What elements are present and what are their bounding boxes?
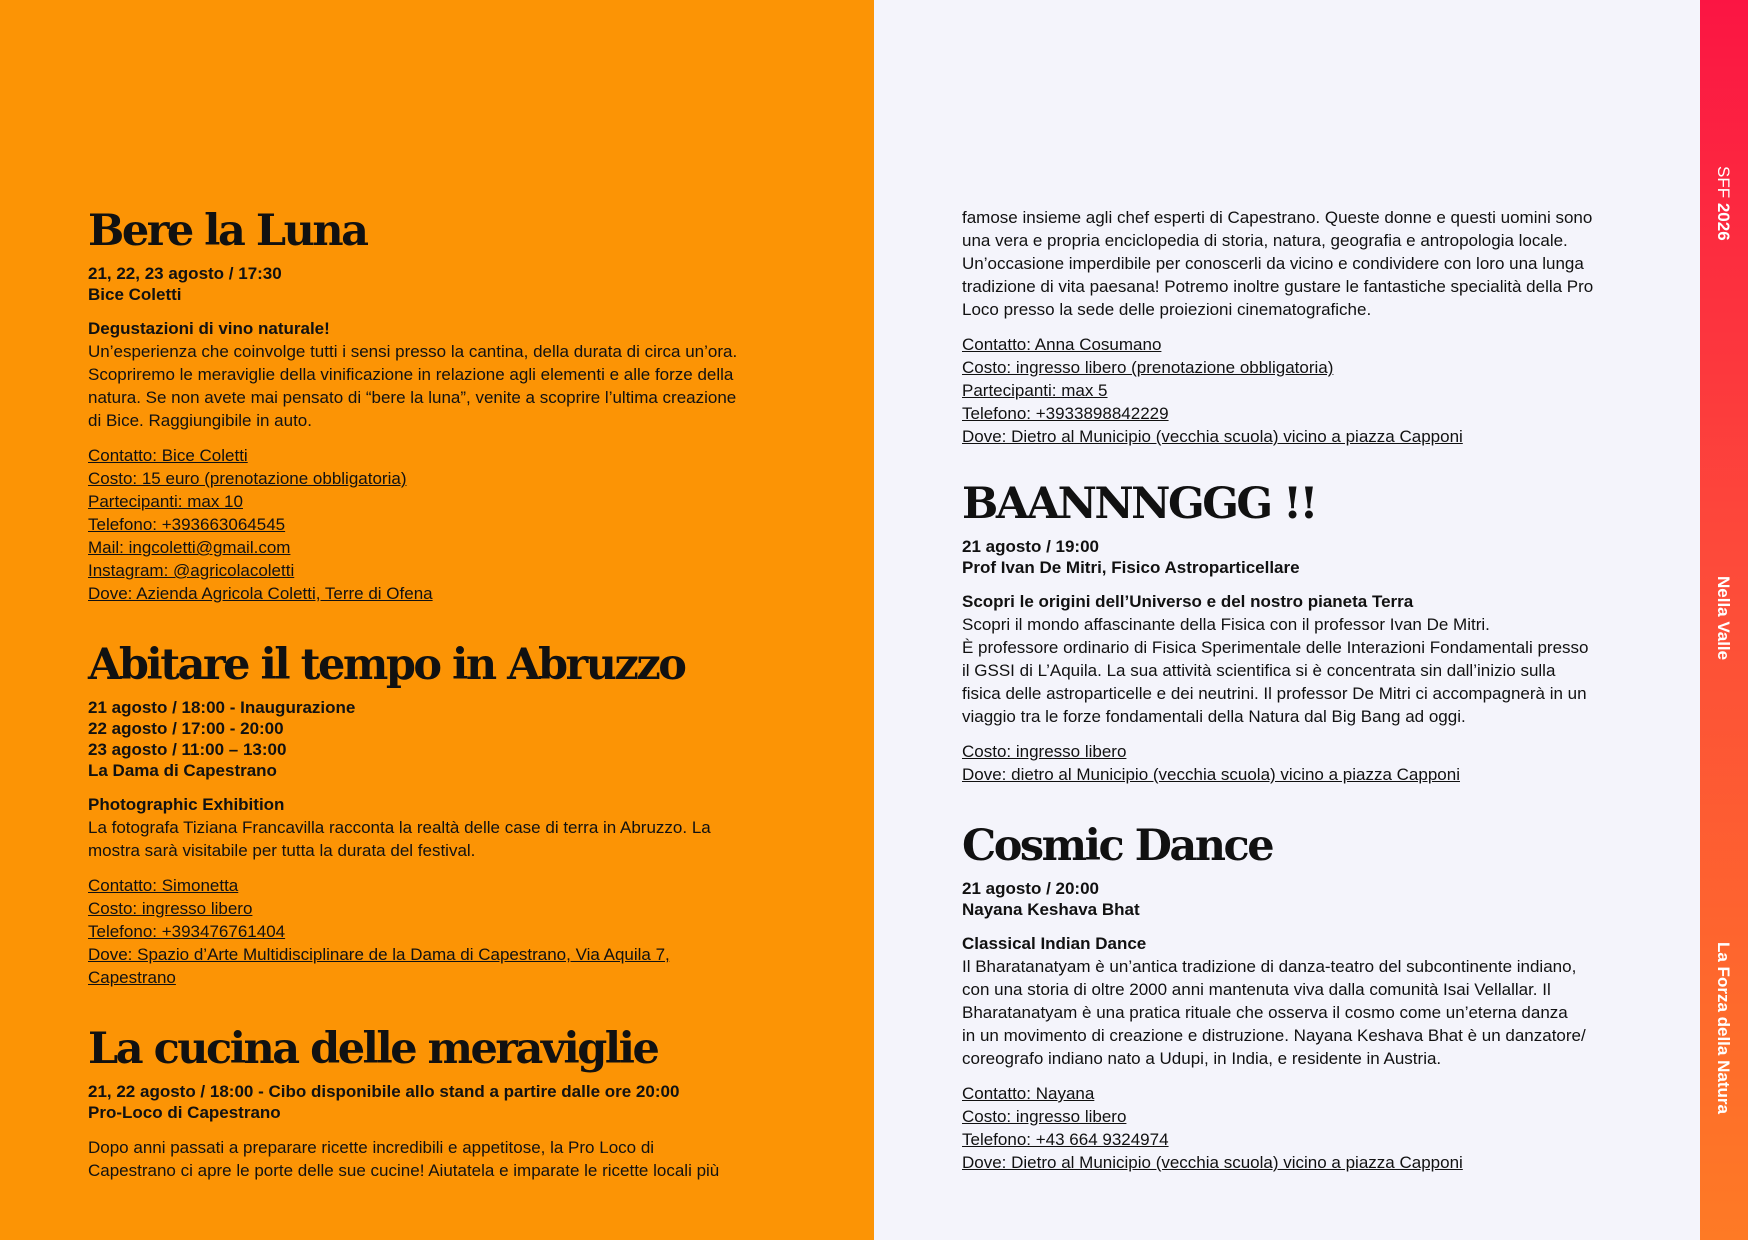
event-description bbox=[88, 1136, 788, 1182]
event-meta bbox=[88, 1081, 788, 1123]
info-link[interactable]: Costo: ingresso libero bbox=[962, 742, 1127, 761]
description-line: Bharatanatyam è una pratica rituale che osserva il cosmo come un’eterna danza bbox=[962, 1003, 1568, 1022]
description-line: fisica delle astroparticelle e dei neutrini. Il professor De Mitri ci accompagnerà in un bbox=[962, 684, 1587, 703]
event-block bbox=[88, 205, 788, 605]
event-subtitle: Scopri le origini dell’Universo e del nostro pianeta Terra bbox=[962, 592, 1414, 611]
event-info-links bbox=[88, 444, 788, 605]
section-label: Nella Valle bbox=[1714, 576, 1733, 661]
continued-event-block bbox=[962, 206, 1652, 448]
info-link[interactable]: Telefono: +393476761404 bbox=[88, 922, 286, 941]
description-line: È professore ordinario di Fisica Sperimentale delle Interazioni Fondamentali presso bbox=[962, 638, 1589, 657]
event-title: BAANNNGGG !! bbox=[962, 479, 1316, 529]
info-link[interactable]: Costo: ingresso libero bbox=[962, 1107, 1127, 1126]
description-line: in un movimento di creazione e distruzione. Nayana Keshava Bhat è un danzatore/ bbox=[962, 1026, 1586, 1045]
info-link[interactable]: Instagram: @agricolacoletti bbox=[88, 561, 295, 580]
event-meta bbox=[962, 536, 1652, 578]
event-info-links bbox=[962, 1082, 1652, 1174]
description-line: famose insieme agli chef esperti di Capestrano. Queste donne e questi uomini sono bbox=[962, 208, 1593, 227]
description-line: Loco presso la sede delle proiezioni cinematografiche. bbox=[962, 300, 1372, 319]
description-line: il GSSI di L’Aquila. La sua attività scientifica si è concentrata sin dall’inizio sulla bbox=[962, 661, 1556, 680]
event-description bbox=[962, 955, 1652, 1070]
event-title: Abitare il tempo in Abruzzo bbox=[88, 640, 685, 690]
info-link[interactable]: Dove: Spazio d’Arte Multidisciplinare de la Dama di Capestrano, Via Aquila 7, bbox=[88, 945, 670, 964]
info-link[interactable]: Telefono: +393663064545 bbox=[88, 515, 286, 534]
event-meta bbox=[88, 263, 788, 305]
meta-line: 21 agosto / 18:00 - Inaugurazione bbox=[88, 698, 356, 717]
event-subtitle: Classical Indian Dance bbox=[962, 934, 1147, 953]
info-link[interactable]: Dove: Dietro al Municipio (vecchia scuola) vicino a piazza Capponi bbox=[962, 1153, 1463, 1172]
event-block bbox=[962, 478, 1652, 786]
description-line: Capestrano ci apre le porte delle sue cucine! Aiutatela e imparate le ricette locali più bbox=[88, 1161, 720, 1180]
event-subtitle: Photographic Exhibition bbox=[88, 795, 285, 814]
event-title: La cucina delle meraviglie bbox=[88, 1024, 658, 1074]
description-line: tradizione di vita paesana! Potremo inoltre gustare le fantastiche specialità della Pro bbox=[962, 277, 1594, 296]
continued-description bbox=[962, 206, 1652, 321]
info-link[interactable]: Partecipanti: max 10 bbox=[88, 492, 243, 511]
description-line: Dopo anni passati a preparare ricette incredibili e appetitose, la Pro Loco di bbox=[88, 1138, 655, 1157]
description-line: Scopri il mondo affascinante della Fisica con il professor Ivan De Mitri. bbox=[962, 615, 1490, 634]
info-link[interactable]: Telefono: +3933898842229 bbox=[962, 404, 1169, 423]
info-link[interactable]: Costo: ingresso libero (prenotazione obbligatoria) bbox=[962, 358, 1334, 377]
info-link[interactable]: Capestrano bbox=[88, 968, 176, 987]
meta-line: Bice Coletti bbox=[88, 285, 182, 304]
info-link[interactable]: Contatto: Bice Coletti bbox=[88, 446, 248, 465]
event-block bbox=[88, 639, 788, 989]
description-line: La fotografa Tiziana Francavilla racconta la realtà delle case di terra in Abruzzo. La bbox=[88, 818, 711, 837]
side-strip bbox=[1700, 0, 1748, 1240]
info-link[interactable]: Contatto: Anna Cosumano bbox=[962, 335, 1162, 354]
description-line: mostra sarà visitabile per tutta la durata del festival. bbox=[88, 841, 476, 860]
event-title: Cosmic Dance bbox=[962, 821, 1273, 871]
event-description bbox=[962, 613, 1652, 728]
description-line: Un’esperienza che coinvolge tutti i sensi presso la cantina, della durata di circa un’ora. bbox=[88, 342, 738, 361]
meta-line: 21 agosto / 20:00 bbox=[962, 879, 1100, 898]
description-line: coreografo indiano nato a Udupi, in India, e residente in Austria. bbox=[962, 1049, 1442, 1068]
meta-line: 21, 22 agosto / 18:00 - Cibo disponibile allo stand a partire dalle ore 20:00 bbox=[88, 1082, 680, 1101]
continued-info-links bbox=[962, 333, 1652, 448]
info-link[interactable]: Dove: Azienda Agricola Coletti, Terre di Ofena bbox=[88, 584, 433, 603]
meta-line: 21, 22, 23 agosto / 17:30 bbox=[88, 264, 282, 283]
left-column bbox=[88, 205, 788, 1216]
event-meta bbox=[962, 878, 1652, 920]
info-link[interactable]: Dove: Dietro al Municipio (vecchia scuola) vicino a piazza Capponi bbox=[962, 427, 1463, 446]
event-block bbox=[88, 1023, 788, 1182]
event-subtitle: Degustazioni di vino naturale! bbox=[88, 319, 330, 338]
info-link[interactable]: Partecipanti: max 5 bbox=[962, 381, 1108, 400]
description-line: con una storia di oltre 2000 anni mantenuta viva dalla comunità Isai Vellallar. Il bbox=[962, 980, 1551, 999]
description-line: Scopriremo le meraviglie della vinificazione in relazione agli elementi e alle forze della bbox=[88, 365, 734, 384]
info-link[interactable]: Contatto: Simonetta bbox=[88, 876, 239, 895]
event-description bbox=[88, 816, 788, 862]
festival-label bbox=[1713, 166, 1733, 241]
event-info-links bbox=[88, 874, 788, 989]
description-line: di Bice. Raggiungibile in auto. bbox=[88, 411, 312, 430]
event-block bbox=[962, 820, 1652, 1174]
event-description bbox=[88, 340, 788, 432]
theme-label: La Forza della Natura bbox=[1714, 942, 1733, 1114]
description-line: natura. Se non avete mai pensato di “bere la luna”, venite a scoprire l’ultima creazione bbox=[88, 388, 737, 407]
event-meta bbox=[88, 697, 788, 781]
description-line: Il Bharatanatyam è un’antica tradizione di danza-teatro del subcontinente indiano, bbox=[962, 957, 1577, 976]
meta-line: Nayana Keshava Bhat bbox=[962, 900, 1140, 919]
meta-line: La Dama di Capestrano bbox=[88, 761, 277, 780]
info-link[interactable]: Costo: 15 euro (prenotazione obbligatoria) bbox=[88, 469, 407, 488]
festival-sff: SFF bbox=[1714, 166, 1733, 199]
description-line: una vera e propria enciclopedia di storia, natura, geografia e antropologia locale. bbox=[962, 231, 1568, 250]
description-line: viaggio tra le forze fondamentali della Natura dal Big Bang ad oggi. bbox=[962, 707, 1466, 726]
meta-line: Prof Ivan De Mitri, Fisico Astroparticellare bbox=[962, 558, 1300, 577]
info-link[interactable]: Contatto: Nayana bbox=[962, 1084, 1095, 1103]
info-link[interactable]: Telefono: +43 664 9324974 bbox=[962, 1130, 1169, 1149]
meta-line: Pro-Loco di Capestrano bbox=[88, 1103, 281, 1122]
meta-line: 21 agosto / 19:00 bbox=[962, 537, 1100, 556]
event-info-links bbox=[962, 740, 1652, 786]
info-link[interactable]: Mail: ingcoletti@gmail.com bbox=[88, 538, 291, 557]
meta-line: 23 agosto / 11:00 – 13:00 bbox=[88, 740, 287, 759]
festival-year: 2026 bbox=[1714, 202, 1733, 241]
info-link[interactable]: Costo: ingresso libero bbox=[88, 899, 253, 918]
meta-line: 22 agosto / 17:00 - 20:00 bbox=[88, 719, 284, 738]
description-line: Un’occasione imperdibile per conoscerli da vicino e condividere con loro una lunga bbox=[962, 254, 1584, 273]
info-link[interactable]: Dove: dietro al Municipio (vecchia scuola) vicino a piazza Capponi bbox=[962, 765, 1460, 784]
right-column bbox=[962, 206, 1652, 1208]
event-title: Bere la Luna bbox=[88, 206, 367, 256]
